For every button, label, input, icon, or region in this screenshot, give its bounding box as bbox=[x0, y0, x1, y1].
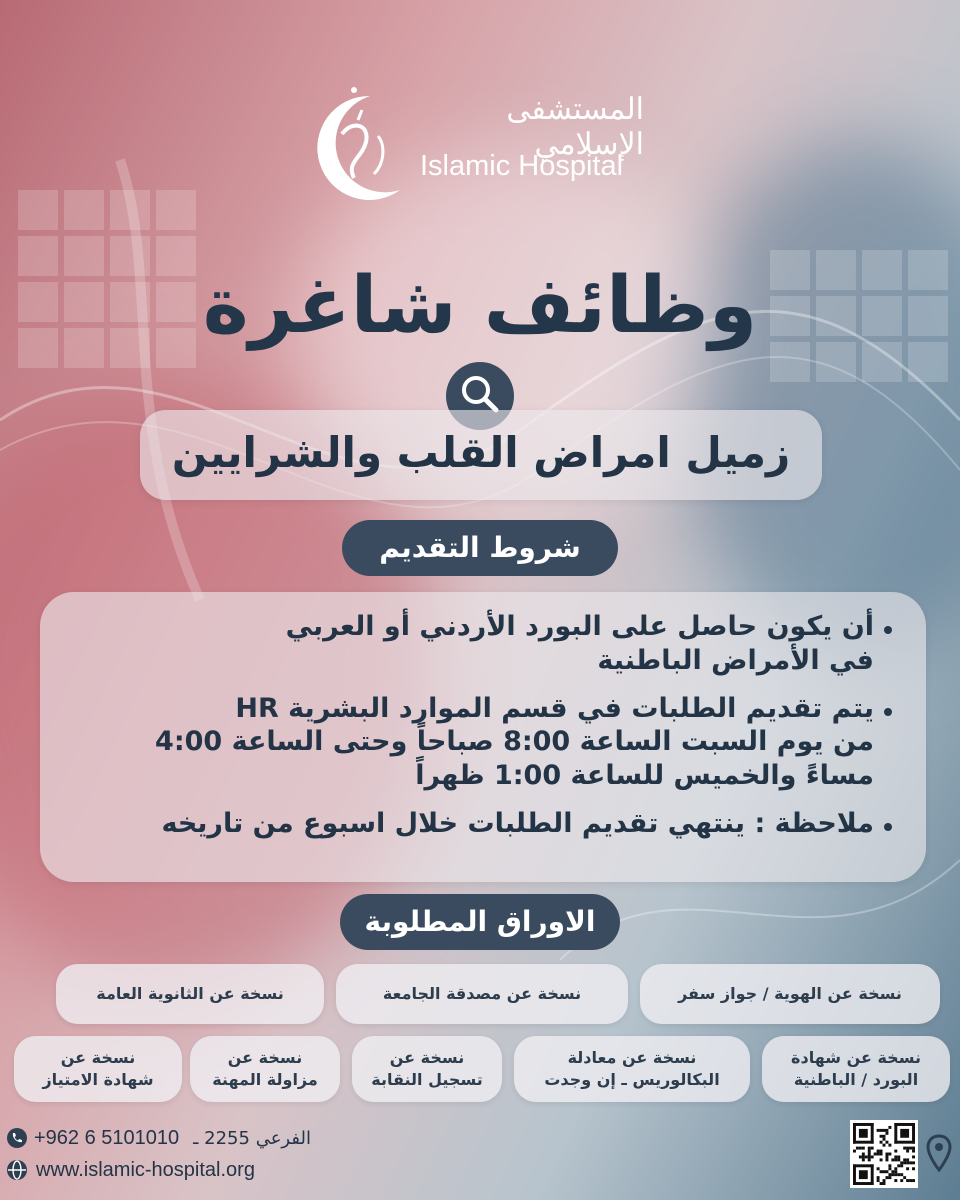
logo-name-english: Islamic Hospital bbox=[420, 150, 624, 182]
document-line: نسخة عن bbox=[389, 1048, 465, 1068]
document-line: شهادة الامتياز bbox=[42, 1070, 154, 1089]
documents-heading: الاوراق المطلوبة bbox=[340, 894, 620, 950]
condition-line: مساءً والخميس للساعة 1:00 ظهراً bbox=[415, 760, 874, 791]
document-id-passport: نسخة عن الهوية / جواز سفر bbox=[640, 964, 940, 1024]
location-pin-icon[interactable] bbox=[926, 1134, 952, 1174]
condition-item bbox=[80, 692, 892, 793]
document-line: نسخة عن bbox=[227, 1048, 303, 1068]
condition-text bbox=[155, 692, 874, 793]
document-line: تسجيل النقابة bbox=[371, 1070, 483, 1089]
document-high-school: نسخة عن الثانوية العامة bbox=[56, 964, 324, 1024]
document-line: نسخة عن معادلة bbox=[567, 1048, 697, 1068]
condition-line: ملاحظة : ينتهي تقديم الطلبات خلال اسبوع من تاريخه bbox=[161, 807, 874, 839]
hospital-logo bbox=[296, 80, 656, 210]
qr-code[interactable] bbox=[850, 1120, 918, 1188]
extension-label: الفرعي 2255 ـ bbox=[193, 1127, 311, 1149]
website-row bbox=[6, 1156, 255, 1184]
bullet-icon bbox=[884, 626, 892, 634]
condition-text bbox=[286, 610, 874, 678]
logo-name-arabic: المستشفى الإسلامي bbox=[506, 92, 644, 162]
conditions-list bbox=[80, 610, 892, 841]
condition-item bbox=[80, 610, 892, 678]
document-line: نسخة عن شهادة bbox=[791, 1048, 921, 1068]
document-university-certificate: نسخة عن مصدقة الجامعة bbox=[336, 964, 628, 1024]
conditions-card bbox=[40, 592, 926, 882]
document-board-certificate bbox=[762, 1036, 950, 1102]
document-syndicate-registration bbox=[352, 1036, 502, 1102]
document-excellence-certificate bbox=[14, 1036, 182, 1102]
qr-pattern bbox=[853, 1123, 915, 1185]
crescent-calligraphy-emblem bbox=[296, 80, 416, 210]
phone-number[interactable]: +962 6 5101010 bbox=[34, 1126, 180, 1149]
bullet-icon bbox=[884, 823, 892, 831]
condition-line: في الأمراض الباطنية bbox=[597, 644, 874, 676]
phone-icon bbox=[6, 1127, 28, 1149]
phone-row bbox=[6, 1124, 311, 1152]
conditions-heading: شروط التقديم bbox=[342, 520, 618, 576]
condition-line: من يوم السبت الساعة 8:00 صباحاً وحتى الساعة 4:00 bbox=[155, 726, 874, 758]
document-line: البورد / الباطنية bbox=[793, 1070, 919, 1089]
condition-line: يتم تقديم الطلبات في قسم الموارد البشرية HR bbox=[235, 692, 874, 724]
document-bachelor-equivalency bbox=[514, 1036, 750, 1102]
headline: وظائف شاغرة bbox=[202, 261, 758, 351]
condition-item bbox=[80, 807, 892, 841]
condition-text bbox=[161, 807, 874, 841]
document-line: مزاولة المهنة bbox=[212, 1070, 318, 1089]
document-practice-license bbox=[190, 1036, 340, 1102]
document-line: البكالوريس ـ إن وجدت bbox=[544, 1070, 720, 1089]
condition-line: أن يكون حاصل على البورد الأردني أو العربي bbox=[285, 611, 874, 642]
document-line: نسخة عن bbox=[60, 1048, 136, 1068]
globe-icon bbox=[6, 1159, 28, 1181]
website-link[interactable]: www.islamic-hospital.org bbox=[36, 1158, 255, 1181]
job-title: زميل امراض القلب والشرايين bbox=[171, 428, 791, 477]
bullet-icon bbox=[884, 708, 892, 716]
